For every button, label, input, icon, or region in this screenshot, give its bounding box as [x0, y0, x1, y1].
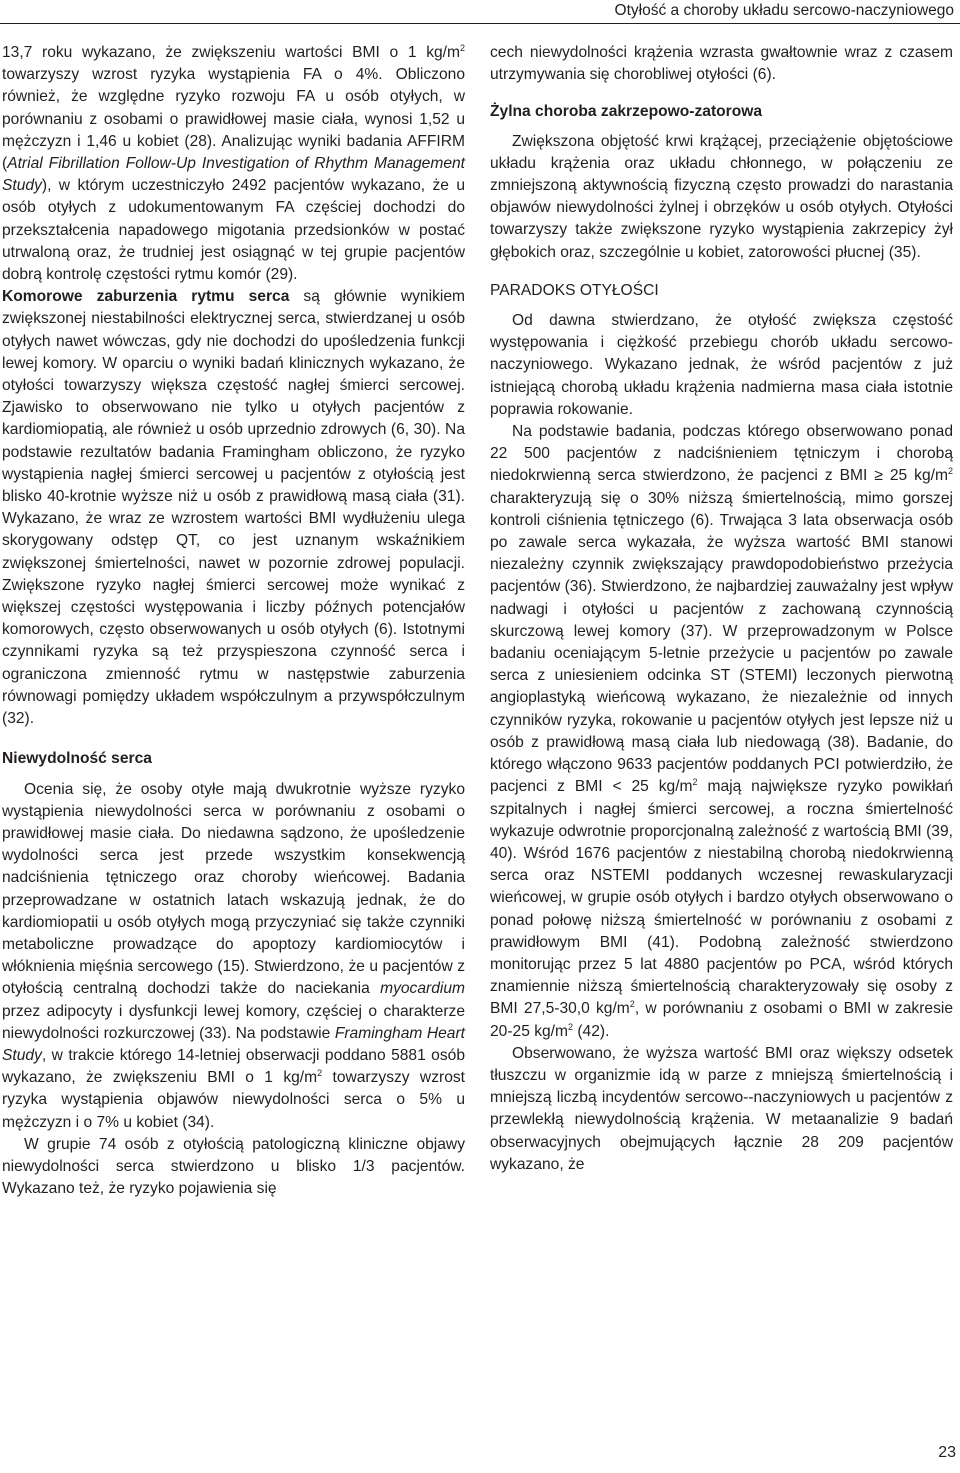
paragraph: Komorowe zaburzenia rytmu serca są głównie wynikiem zwiększonej niestabilności elektrycznej serca, stwierdzanej u osób otyłych nawet wówczas, gdy nie dochodzi do upośledzenia funkcji lewej komory. W oparciu o wyniki badań klinicznych wykazano, że otyłości towarzyszy większa częstość nagłej śmierci sercowej. Zjawisko to obserwowano nie tylko u otyłych pacjentów z kardiomiopatią, ale również u osób uprzednio zdrowych (6, 30). Na podstawie rezultatów badania Framingham obliczono, że ryzyko wystąpienia nagłej śmierci sercowej u pacjentów z otyłością jest blisko 40-krotnie wyższe niż u osób z prawidłową masą ciała (31). Wykazano, że wraz ze wzrostem wartości BMI wydłużeniu ulega skorygowany odstęp QT, co jest uznanym wskaźnikiem zwiększonej śmiertelności, nawet w pozornie zdrowej populacji. Zwiększone ryzyko nagłej śmierci sercowej może wynikać z większej częstości występowania i liczby późnych potencjałów komorowych, często obserwowanych u osób otyłych (6). Istotnymi czynnikami ryzyka są też przyspieszona czynność serca i ograniczona zmienność rytmu w następstwie zaburzenia równowagi pomiędzy układem współczulnym a przywspółczulnym (32). [2, 288, 465, 728]
paragraph: cech niewydolności krążenia wzrasta gwałtownie wraz z czasem utrzymywania się chorobliwej otyłości (6). [490, 44, 953, 84]
paragraph: W grupie 74 osób z otyłością patologiczną kliniczne objawy niewydolności serca stwierdzono u blisko 1/3 pacjentów. Wykazano też, że ryzyko pojawienia się [2, 1135, 465, 1198]
right-column [490, 42, 953, 1176]
left-column [2, 42, 465, 1200]
section-heading: Niewydolność serca [2, 750, 152, 768]
running-head: Otyłość a choroby układu sercowo-naczyniowego [614, 2, 954, 19]
paragraph: Obserwowano, że wyższa wartość BMI oraz większy odsetek tłuszczu w organizmie idą w parze z mniejszą śmiertelnością i mniejszą liczbą incydentów sercowo--naczyniowych u pacjentów z przewlekłą niewydolnością krążenia. W metaanalizie 9 badań obserwacyjnych obejmujących łącznie 28 209 pacjentów wykazano, że [490, 1044, 953, 1173]
section-heading: Żylna choroba zakrzepowo-zatorowa [490, 103, 763, 121]
inline-heading: Komorowe zaburzenia rytmu serca [2, 288, 290, 306]
header-rule [0, 23, 960, 24]
paragraph: Od dawna stwierdzano, że otyłość zwiększa częstość występowania i ciężkość przebiegu chorób układu sercowo-naczyniowego. Wykazano jednak, że wśród pacjentów z już istniejącą chorobą układu krążenia nadmierna masa ciała istotnie poprawia rokowanie. [490, 312, 953, 418]
paragraph: Zwiększona objętość krwi krążącej, przeciążenie objętościowe układu krążenia oraz układu chłonnego, w połączeniu ze zmniejszoną aktywnością fizyczną często prowadzi do narastania objawów niewydolności żylnej i obrzęków u osób otyłych. Otyłości towarzyszy także zwiększone ryzyko wystąpienia zakrzepicy żył głębokich oraz, szczególnie u kobiet, zatorowości płucnej (35). [490, 132, 953, 261]
paragraph: 13,7 roku wykazano, że zwiększeniu wartości BMI o 1 $kg/m^2$ towarzyszy wzrost ryzyka wystąpienia FA o 4%. Obliczono również, że względne ryzyko rozwoju FA u osób otyłych, w porównaniu z osobami o prawidłowej masie ciała, wynosi 1,52 u mężczyzn i 1,46 u kobiet (28). Analizując wyniki badania AFFIRM (Atrial Fibrillation Follow-Up Investigation of Rhythm Management Study), w którym uczestniczyło 2492 pacjentów wykazano, że u osób otyłych z udokumentowanym FA częściej dochodzi do przekształcenia napadowego migotania przedsionków w postać utrwaloną oraz, że trudniej jest osiągnąć w tej grupie pacjentów dobrą kontrolę częstości rytmu komór (29). [2, 42, 465, 284]
paragraph: Na podstawie badania, podczas którego obserwowano ponad 22 500 pacjentów z nadciśnieniem tętniczym i chorobą niedokrwienną serca stwierdzono, że pacjenci z BMI ≥ 25 $kg/m^2$ charakteryzują się o 30% niższą śmiertelnością, mimo gorszej kontroli ciśnienia tętniczego (6). Trwająca 3 lata obserwacja osób po zawale serca wykazała, że wyższa wartość BMI stanowi niezależny czynnik zwiększający prawdopodobieństwo przeżycia pacjentów (36). Stwierdzono, że najbardziej zauważalny jest wpływ nadwagi i otyłości u pacjentów z zachowaną czynnością skurczową lewej komory (37). W przeprowadzonym w Polsce badaniu oceniającym 5-letnie przeżycie u pacjentów po zawale serca z uniesieniem odcinka ST (STEMI) leczonych pierwotną angioplastyką wieńcową wykazano, że niezależnie od innych czynników ryzyka, rokowanie u pacjentów otyłych jest lepsze niż u osób z prawidłową masą ciała lub niedowagą (38). Badanie, do którego włączono 9633 pacjentów poddanych PCI potwierdziło, że pacjenci z BMI < 25 $kg/m^2$ mają największe ryzyko powikłań szpitalnych i nagłej śmierci sercowej, a roczna śmiertelność wykazuje odwrotnie proporcjonalną zależność z wartością BMI (39, 40). Wśród 1676 pacjentów z niestabilną chorobą niedokrwienną serca oraz NSTEMI poddanych wczesnej rewaskularyzacji wieńcowej, w grupie osób otyłych i bardzo otyłych obserwowano o ponad połowę niższą śmiertelność w porównaniu z osobami z prawidłowym BMI (41). Podobną zależność stwierdzono monitorując przez 5 lat 4880 pacjentów po PCA, wśród których znamiennie niższą śmiertelnością charakteryzowały się osoby z BMI 27,5-30,0 $kg/m^2$, w porównaniu z osobami o BMI w zakresie 20-25 $kg/m^2$ (42). [490, 423, 954, 1040]
section-heading: PARADOKS OTYŁOŚCI [490, 281, 659, 299]
page-number: 23 [938, 1444, 956, 1461]
paragraph: Ocenia się, że osoby otyłe mają dwukrotnie wyższe ryzyko wystąpienia niewydolności serca w porównaniu z osobami o prawidłowej masie ciała. Do niedawna sądzono, że upośledzenie wydolności serca jest przede wszystkim konsekwencją nadciśnienia tętniczego oraz choroby wieńcowej. Badania przeprowadzane w ostatnich latach wskazują jednak, że do kardiomiopatii u osób otyłych mogą przyczyniać się także czynniki metaboliczne prowadzące do apoptozy kardiomiocytów i włóknienia mięśnia sercowego (15). Stwierdzono, że u pacjentów z otyłością centralną dochodzi także do naciekania myocardium przez adipocyty i dysfunkcji lewej komory, częściej o charakterze niewydolności rozkurczowej (33). Na podstawie Framingham Heart Study, w trakcie którego 14-letniej obserwacji poddano 5881 osób wykazano, że zwiększeniu BMI o 1 $kg/m^2$ towarzyszy wzrost ryzyka wystąpienia objawów niewydolności serca o 5% u mężczyzn i o 7% u kobiet (34). [2, 780, 465, 1131]
